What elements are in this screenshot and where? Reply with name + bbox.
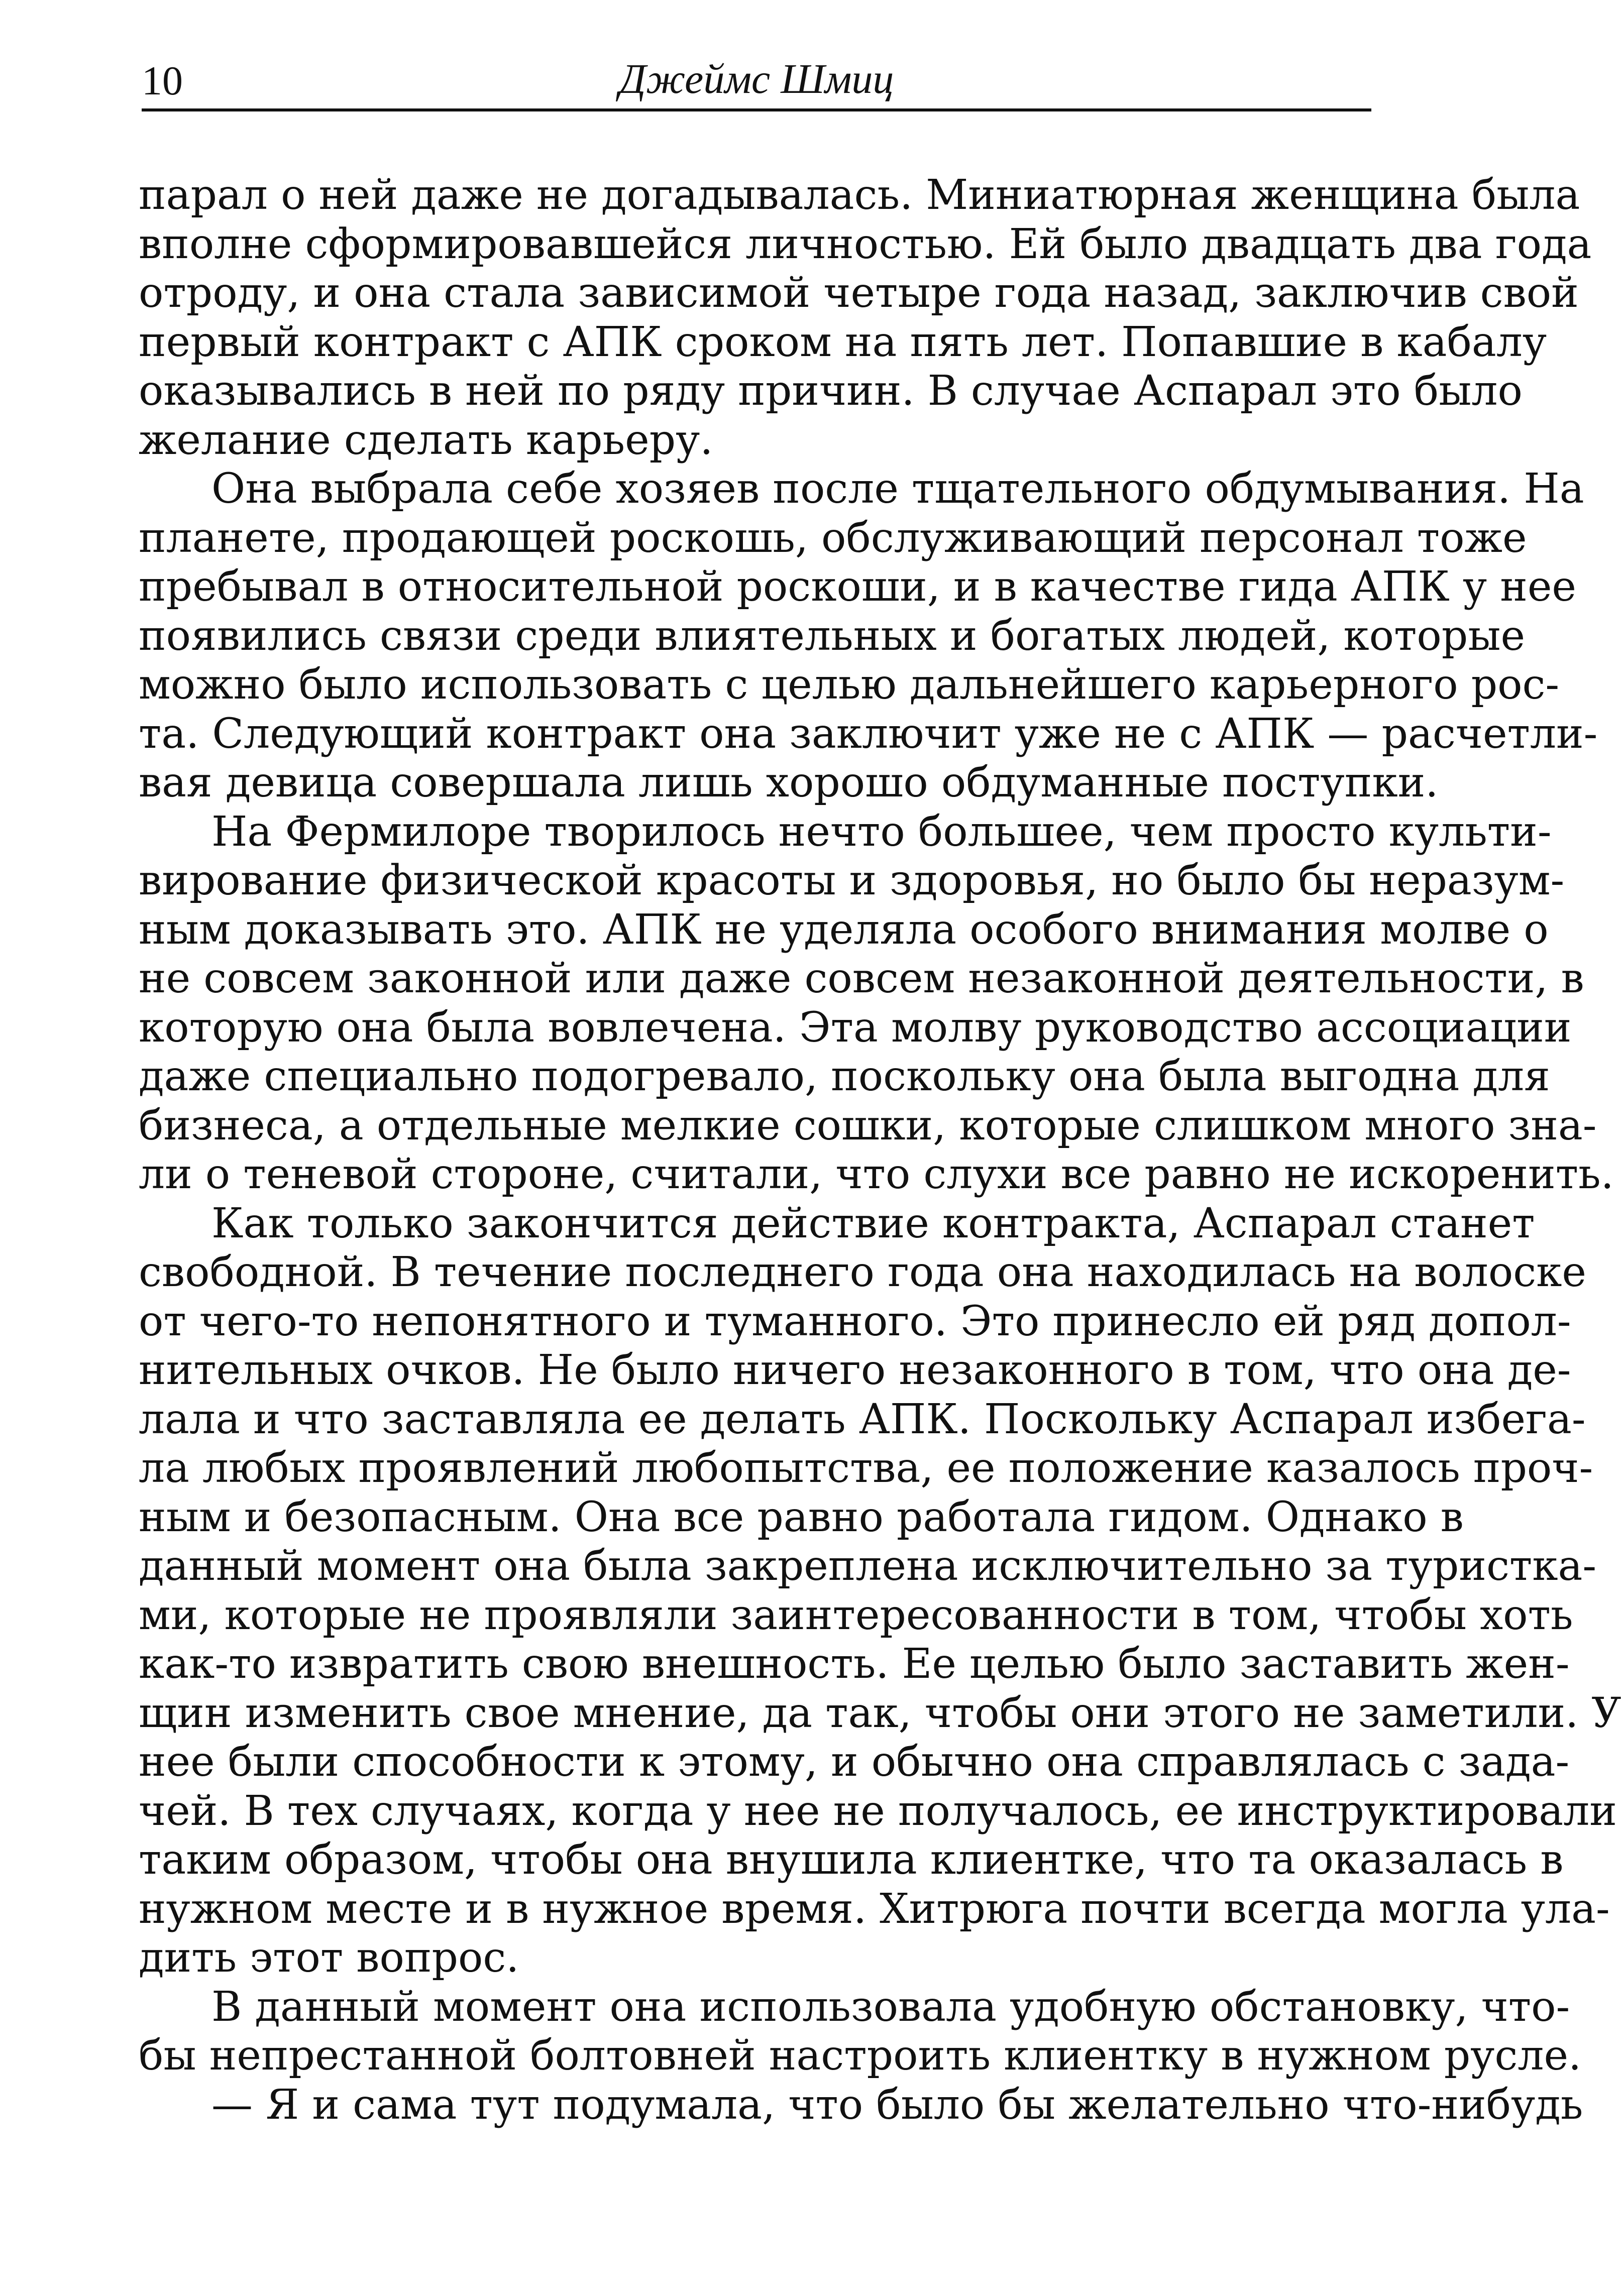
text-line: таким образом, чтобы она внушила клиентке, что та оказалась в: [139, 1836, 1564, 1884]
text-line: не совсем законной или даже совсем незаконной деятельности, в: [139, 955, 1584, 1002]
text-line: нужном месте и в нужное время. Хитрюга почти всегда могла ула-: [139, 1885, 1610, 1933]
text-line: бизнеса, а отдельные мелкие сошки, которые слишком много зна-: [139, 1101, 1597, 1150]
text-line: планете, продающей роскошь, обслуживающий персонал тоже: [139, 514, 1527, 562]
text-line: ным доказывать это. АПК не уделяла особого внимания молве о: [139, 905, 1549, 954]
text-line: нительных очков. Не было ничего незаконного в том, что она де-: [139, 1346, 1571, 1394]
text-line: ным и безопасным. Она все равно работала гидом. Однако в: [139, 1493, 1464, 1541]
text-line: которую она была вовлечена. Эта молву руководство ассоциации: [139, 1003, 1572, 1052]
text-line: ли о теневой стороне, считали, что слухи все равно не искоренить.: [139, 1151, 1614, 1198]
text-line: парал о ней даже не догадывалась. Миниатюрная женщина была: [139, 171, 1580, 219]
paragraph-start-line: Она выбрала себе хозяев после тщательного обдумывания. На: [211, 465, 1584, 513]
text-line: та. Следующий контракт она заключит уже не с АПК — расчетли-: [139, 710, 1598, 758]
text-line: дить этот вопрос.: [139, 1934, 519, 1982]
text-line: вая девица совершала лишь хорошо обдуманные поступки.: [139, 759, 1439, 807]
text-line: ла любых проявлений любопытства, ее положение казалось проч-: [139, 1444, 1593, 1492]
text-line: желание сделать карьеру.: [139, 416, 713, 464]
body-text: [139, 171, 1621, 2215]
text-line: вполне сформировавшейся личностью. Ей было двадцать два года: [139, 220, 1592, 268]
text-line: оказывались в ней по ряду причин. В случае Аспарал это было: [139, 367, 1523, 415]
text-line: чей. В тех случаях, когда у нее не получалось, ее инструктировали: [139, 1787, 1617, 1835]
text-line: свободной. В течение последнего года она находилась на волоске: [139, 1248, 1586, 1296]
text-line: можно было использовать с целью дальнейшего карьерного рос-: [139, 661, 1560, 709]
text-line: отроду, и она стала зависимой четыре года назад, заключив свой: [139, 269, 1579, 317]
text-line: даже специально подогревало, поскольку она была выгодна для: [139, 1053, 1550, 1100]
text-line: данный момент она была закреплена исключительно за туристка-: [139, 1542, 1597, 1590]
text-line: нее были способности к этому, и обычно она справлялась с зада-: [139, 1738, 1570, 1786]
paragraph-start-line: В данный момент она использовала удобную обстановку, что-: [211, 1983, 1570, 2031]
running-title: Джеймс Шмиц: [619, 56, 894, 102]
text-line: лала и что заставляла ее делать АПК. Поскольку Аспарал избега-: [139, 1395, 1586, 1443]
paragraph-start-line: На Фермилоре творилось нечто большее, чем просто культи-: [211, 808, 1552, 856]
dialogue-line: — Я и сама тут подумала, что было бы желательно что-нибудь: [211, 2081, 1583, 2129]
text-line: бы непрестанной болтовней настроить клиентку в нужном русле.: [139, 2032, 1582, 2080]
text-line: пребывал в относительной роскоши, и в качестве гида АПК у нее: [139, 563, 1576, 611]
running-head: [142, 56, 1371, 111]
text-line: как-то извратить свою внешность. Ее целью было заставить жен-: [139, 1640, 1570, 1688]
text-line: ми, которые не проявляли заинтересованности в том, чтобы хоть: [139, 1591, 1573, 1639]
text-line: щин изменить свое мнение, да так, чтобы они этого не заметили. У: [139, 1689, 1621, 1737]
text-line: первый контракт с АПК сроком на пять лет. Попавшие в кабалу: [139, 318, 1547, 366]
paragraph-start-line: Как только закончится действие контракта, Аспарал станет: [211, 1199, 1535, 1247]
page-number: 10: [142, 58, 183, 103]
text-line: появились связи среди влиятельных и богатых людей, которые: [139, 612, 1526, 660]
text-line: от чего-то непонятного и туманного. Это принесло ей ряд допол-: [139, 1297, 1571, 1345]
text-line: вирование физической красоты и здоровья, но было бы неразум-: [139, 857, 1565, 904]
